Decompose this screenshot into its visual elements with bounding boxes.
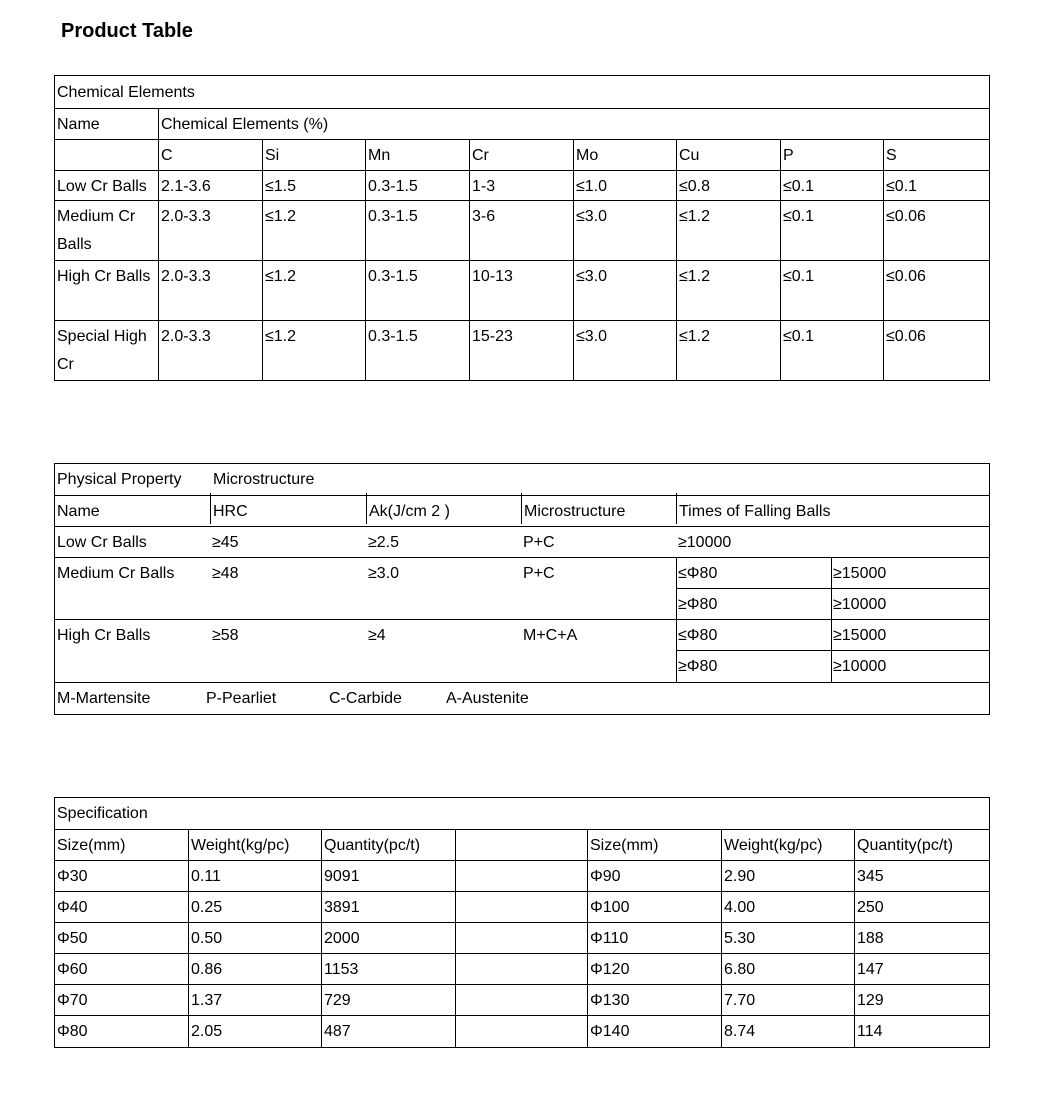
divider [721,829,722,1047]
value-cell: 0.3-1.5 [368,328,418,345]
falling-times-header: Times of Falling Balls [676,493,830,524]
hrc-header: HRC [210,493,248,524]
weight-cell: 0.86 [191,961,223,978]
size-cell: Φ140 [590,1023,630,1040]
value-cell: 0.3-1.5 [368,208,418,225]
quantity-header: Quantity(pc/t) [324,837,421,854]
divider [676,558,677,620]
weight-header: Weight(kg/pc) [724,837,823,854]
falling-times-cell: ≥15000 [833,627,887,644]
size-header: Size(mm) [57,837,126,854]
group-header: Chemical Elements (%) [161,116,329,133]
hrc-cell: ≥48 [212,565,239,582]
table-heading: Chemical Elements [57,84,195,101]
name-cell: High Cr Balls [57,268,151,285]
specification-table [54,797,990,1048]
divider [158,108,159,380]
value-cell: 2.0-3.3 [161,328,211,345]
divider [831,620,832,651]
weight-header: Weight(kg/pc) [191,837,290,854]
size-cell: Φ70 [57,992,88,1009]
value-cell: 15-23 [472,328,513,345]
divider [883,139,884,380]
table-row [55,557,989,619]
value-cell: ≤1.2 [265,208,297,225]
size-cell: Φ30 [57,868,88,885]
chemical-elements-table [54,75,990,381]
divider [831,651,832,683]
divider [321,829,322,1047]
falling-times-cell: ≥10000 [833,596,887,613]
value-cell: ≤0.1 [886,178,918,195]
element-header-mo: Mo [576,147,599,164]
table-row [55,200,989,260]
quantity-cell: 188 [857,930,884,947]
weight-cell: 0.11 [191,868,221,885]
table-row [55,526,989,557]
value-cell: 10-13 [472,268,513,285]
value-cell: ≤0.1 [783,208,815,225]
weight-cell: 8.74 [724,1023,756,1040]
value-cell: ≤1.2 [265,268,297,285]
hrc-cell: ≥45 [212,534,239,551]
value-cell: ≤0.06 [886,208,926,225]
weight-cell: 4.00 [724,899,756,916]
table-row [55,922,989,953]
value-cell: ≤0.8 [679,178,711,195]
size-cell: ≤Φ80 [678,627,718,644]
quantity-cell: 147 [857,961,884,978]
divider [676,620,677,683]
legend-austenite: A-Austenite [446,690,529,707]
value-cell: ≤3.0 [576,268,608,285]
name-cell: High Cr Balls [57,627,151,644]
name-cell: Special High Cr [57,328,147,373]
table-row [55,170,989,200]
name-cell: Low Cr Balls [57,178,147,195]
table-heading-row [55,798,989,829]
element-header-s: S [886,147,897,164]
quantity-header: Quantity(pc/t) [857,837,954,854]
quantity-cell: 1153 [324,961,359,978]
divider [573,139,574,380]
divider [780,139,781,380]
table-heading-row [55,76,989,108]
weight-cell: 7.70 [724,992,756,1009]
value-cell: ≤3.0 [576,208,608,225]
value-cell: ≤0.06 [886,268,926,285]
weight-cell: 5.30 [724,930,756,947]
microstructure-cell: P+C [523,534,555,551]
value-cell: ≤1.2 [679,208,711,225]
name-cell: Medium Cr Balls [57,565,175,582]
table-row [55,891,989,922]
legend-pearliet: P-Pearliet [206,690,277,707]
page-title: Product Table [61,20,193,42]
table-row [55,953,989,984]
table-row [55,320,989,378]
legend-martensite: M-Martensite [57,690,151,707]
hrc-cell: ≥58 [212,627,239,644]
header-row [55,495,989,526]
quantity-cell: 114 [857,1023,883,1040]
value-cell: 0.3-1.5 [368,268,418,285]
element-header-mn: Mn [368,147,391,164]
ak-header: Ak(J/cm 2 ) [366,493,450,524]
size-cell: Φ50 [57,930,88,947]
size-cell: Φ130 [590,992,630,1009]
table-row [55,860,989,891]
group-header-row [55,108,989,139]
size-cell: Φ60 [57,961,88,978]
size-cell: Φ40 [57,899,88,916]
value-cell: ≤0.06 [886,328,926,345]
size-cell: Φ100 [590,899,630,916]
value-cell: ≤1.2 [265,328,297,345]
divider [587,829,588,1047]
divider [469,139,470,380]
physical-property-table [54,463,990,715]
legend-carbide: C-Carbide [329,690,402,707]
quantity-cell: 129 [857,992,884,1009]
weight-cell: 2.90 [724,868,756,885]
name-cell: Low Cr Balls [57,534,147,551]
falling-times-cell: ≥10000 [833,658,887,675]
size-cell: Φ120 [590,961,630,978]
divider [365,139,366,380]
weight-cell: 0.50 [191,930,223,947]
weight-cell: 2.05 [191,1023,223,1040]
divider [854,829,855,1047]
element-header-row [55,139,989,170]
divider [455,829,456,1047]
value-cell: ≤0.1 [783,328,815,345]
size-cell: ≤Φ80 [678,565,718,582]
table-heading: Specification [57,805,148,822]
value-cell: ≤3.0 [576,328,608,345]
size-header: Size(mm) [590,837,659,854]
value-cell: ≤1.0 [576,178,608,195]
divider [676,139,677,380]
microstructure-header: Microstructure [521,493,625,524]
quantity-cell: 729 [324,992,351,1009]
size-cell: Φ80 [57,1023,88,1040]
weight-cell: 0.25 [191,899,223,916]
element-header-p: P [783,147,794,164]
quantity-cell: 487 [324,1023,351,1040]
divider [831,558,832,620]
table-heading-row [55,464,989,495]
element-header-cu: Cu [679,147,700,164]
table-row [55,619,989,682]
ak-cell: ≥3.0 [368,565,400,582]
divider [676,588,989,589]
value-cell: 2.0-3.3 [161,208,211,225]
name-header: Name [57,503,100,520]
value-cell: 2.1-3.6 [161,178,211,195]
table-heading-right: Microstructure [213,471,315,488]
value-cell: 0.3-1.5 [368,178,418,195]
divider [262,139,263,380]
name-cell: Medium Cr Balls [57,208,136,253]
element-header-cr: Cr [472,147,489,164]
value-cell: ≤1.2 [679,268,711,285]
quantity-cell: 2000 [324,930,360,947]
size-cell: ≥Φ80 [678,658,718,675]
name-header: Name [57,116,100,133]
divider [188,829,189,1047]
value-cell: 3-6 [472,208,496,225]
legend-row [55,682,989,712]
quantity-cell: 345 [857,868,884,885]
size-cell: ≥Φ80 [678,596,718,613]
table-row [55,260,989,320]
quantity-cell: 3891 [324,899,360,916]
table-heading-left: Physical Property [57,471,182,488]
quantity-cell: 9091 [324,868,360,885]
divider [676,650,989,651]
microstructure-cell: M+C+A [523,627,578,644]
weight-cell: 1.37 [191,992,223,1009]
value-cell: ≤1.5 [265,178,297,195]
ak-cell: ≥2.5 [368,534,400,551]
ak-cell: ≥4 [368,627,386,644]
header-row [55,829,989,860]
microstructure-cell: P+C [523,565,555,582]
value-cell: ≤0.1 [783,178,815,195]
table-row [55,1015,989,1047]
weight-cell: 6.80 [724,961,756,978]
falling-times-cell: ≥15000 [833,565,887,582]
value-cell: 2.0-3.3 [161,268,211,285]
value-cell: ≤1.2 [679,328,711,345]
element-header-si: Si [265,147,280,164]
value-cell: ≤0.1 [783,268,815,285]
element-header-c: C [161,147,173,164]
value-cell: 1-3 [472,178,496,195]
falling-times-cell: ≥10000 [678,534,732,551]
table-row [55,984,989,1015]
size-cell: Φ90 [590,868,621,885]
size-cell: Φ110 [590,930,629,947]
quantity-cell: 250 [857,899,884,916]
